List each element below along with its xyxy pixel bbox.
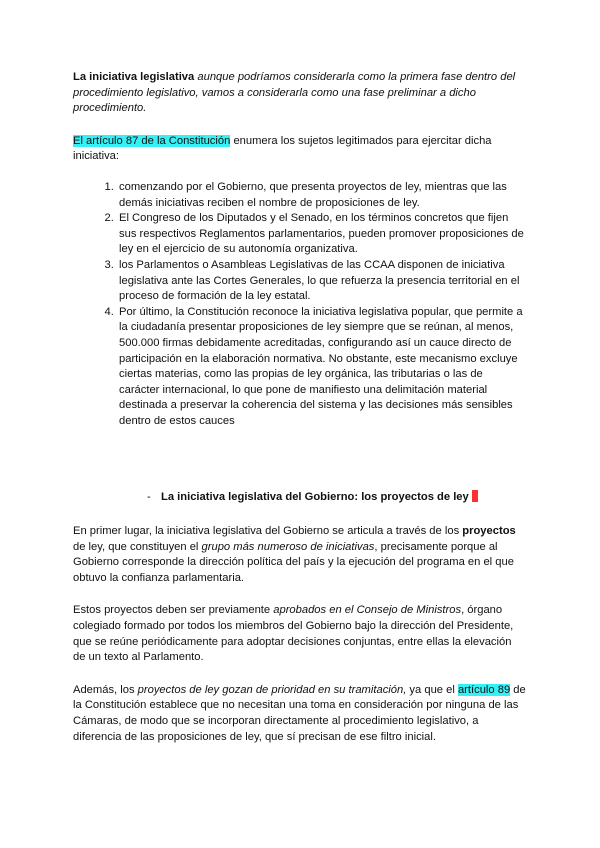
article-89-highlight: artículo 89 — [457, 683, 511, 696]
intro-text: aunque podríamos considerarla como la primera fase dentro del procedimiento legislativo, vamos a considerarla como una fase preliminar a dicho procedimiento. — [73, 71, 516, 115]
list-item: 1. comenzando por el Gobierno, que presenta proyectos de ley, mientras que las demás iniciativas reciben el nombre de proposiciones de ley. — [117, 180, 526, 211]
intro-paragraph — [73, 70, 526, 117]
heading-dash: - — [147, 491, 151, 504]
text-run: de la Constitución establece que no necesitan una toma en consideración por ninguna de las Cámaras, de modo que se incorporan directamente al procedimiento legislativo, a diferencia de las proposiciones de ley, que sí precisan de ese filtro inicial. — [73, 683, 526, 743]
council-approval-paragraph — [73, 603, 526, 665]
text-run: En primer lugar, la iniciativa legislativa del Gobierno se articula a través de los — [73, 525, 463, 538]
text-run: ya que el — [406, 683, 458, 696]
text-run: , precisamente porque al Gobierno corresponde la dirección política del país y la ejecución del programa en el que obtuvo la confianza parlamentaria. — [73, 540, 514, 584]
subjects-list — [73, 180, 526, 430]
list-item: 3. los Parlamentos o Asambleas Legislativas de las CCAA disponen de iniciativa legislativa ante las Cortes Generales, lo que refuerza la presencia territorial en el proceso de formación de la ley estatal. — [117, 258, 526, 305]
heading-label: La iniciativa legislativa del Gobierno: los proyectos de ley — [161, 491, 469, 504]
italic-term: grupo más numeroso de iniciativas — [201, 540, 375, 553]
priority-paragraph — [73, 683, 526, 745]
red-marker-icon — [472, 490, 478, 502]
government-initiative-heading — [73, 490, 526, 506]
list-item: 2. El Congreso de los Diputados y el Senado, en los términos concretos que fijen sus respectivos Reglamentos parlamentarios, pueden promover proposiciones de ley en el ejercicio de su autonomía organizativa. — [117, 211, 526, 258]
italic-term: proyectos de ley gozan de prioridad en su tramitación, — [137, 683, 407, 696]
article-87-paragraph — [73, 134, 526, 165]
text-run: , órgano colegiado formado por todos los miembros del Gobierno bajo la dirección del Presidente, que se reúne periódicamente para adoptar decisiones conjuntas, entre ellas la elevación de un texto al Parlamento. — [73, 604, 514, 664]
article-87-text: enumera los sujetos legitimados para ejercitar dicha iniciativa: — [73, 134, 492, 163]
government-initiative-paragraph — [73, 524, 526, 586]
intro-title: La iniciativa legislativa — [73, 71, 195, 83]
text-run: Estos proyectos deben ser previamente — [73, 604, 274, 617]
list-item: 4. Por último, la Constitución reconoce la iniciativa legislativa popular, que permite a la ciudadanía presentar proposiciones de ley siempre que se reúnan, al menos, 500.000 firmas debidamente acreditadas, configurando así un cauce directo de participación en la elaboración normativa. No obstante, este mecanismo excluye ciertas materias, como las propias de ley orgánica, las tributarias o las de carácter internacional, lo que pone de manifiesto una delimitación material destinada a preservar la coherencia del sistema y las decisiones más sensibles dentro de estos cauces — [117, 305, 526, 430]
article-87-highlight: El artículo 87 de la Constitución — [73, 134, 231, 147]
text-run: Además, los — [73, 683, 138, 696]
text-run: de ley, que constituyen el — [73, 540, 202, 553]
italic-term: aprobados en el Consejo de Ministros — [273, 604, 462, 617]
heading-text — [161, 490, 478, 506]
bold-term: proyectos — [462, 525, 516, 538]
